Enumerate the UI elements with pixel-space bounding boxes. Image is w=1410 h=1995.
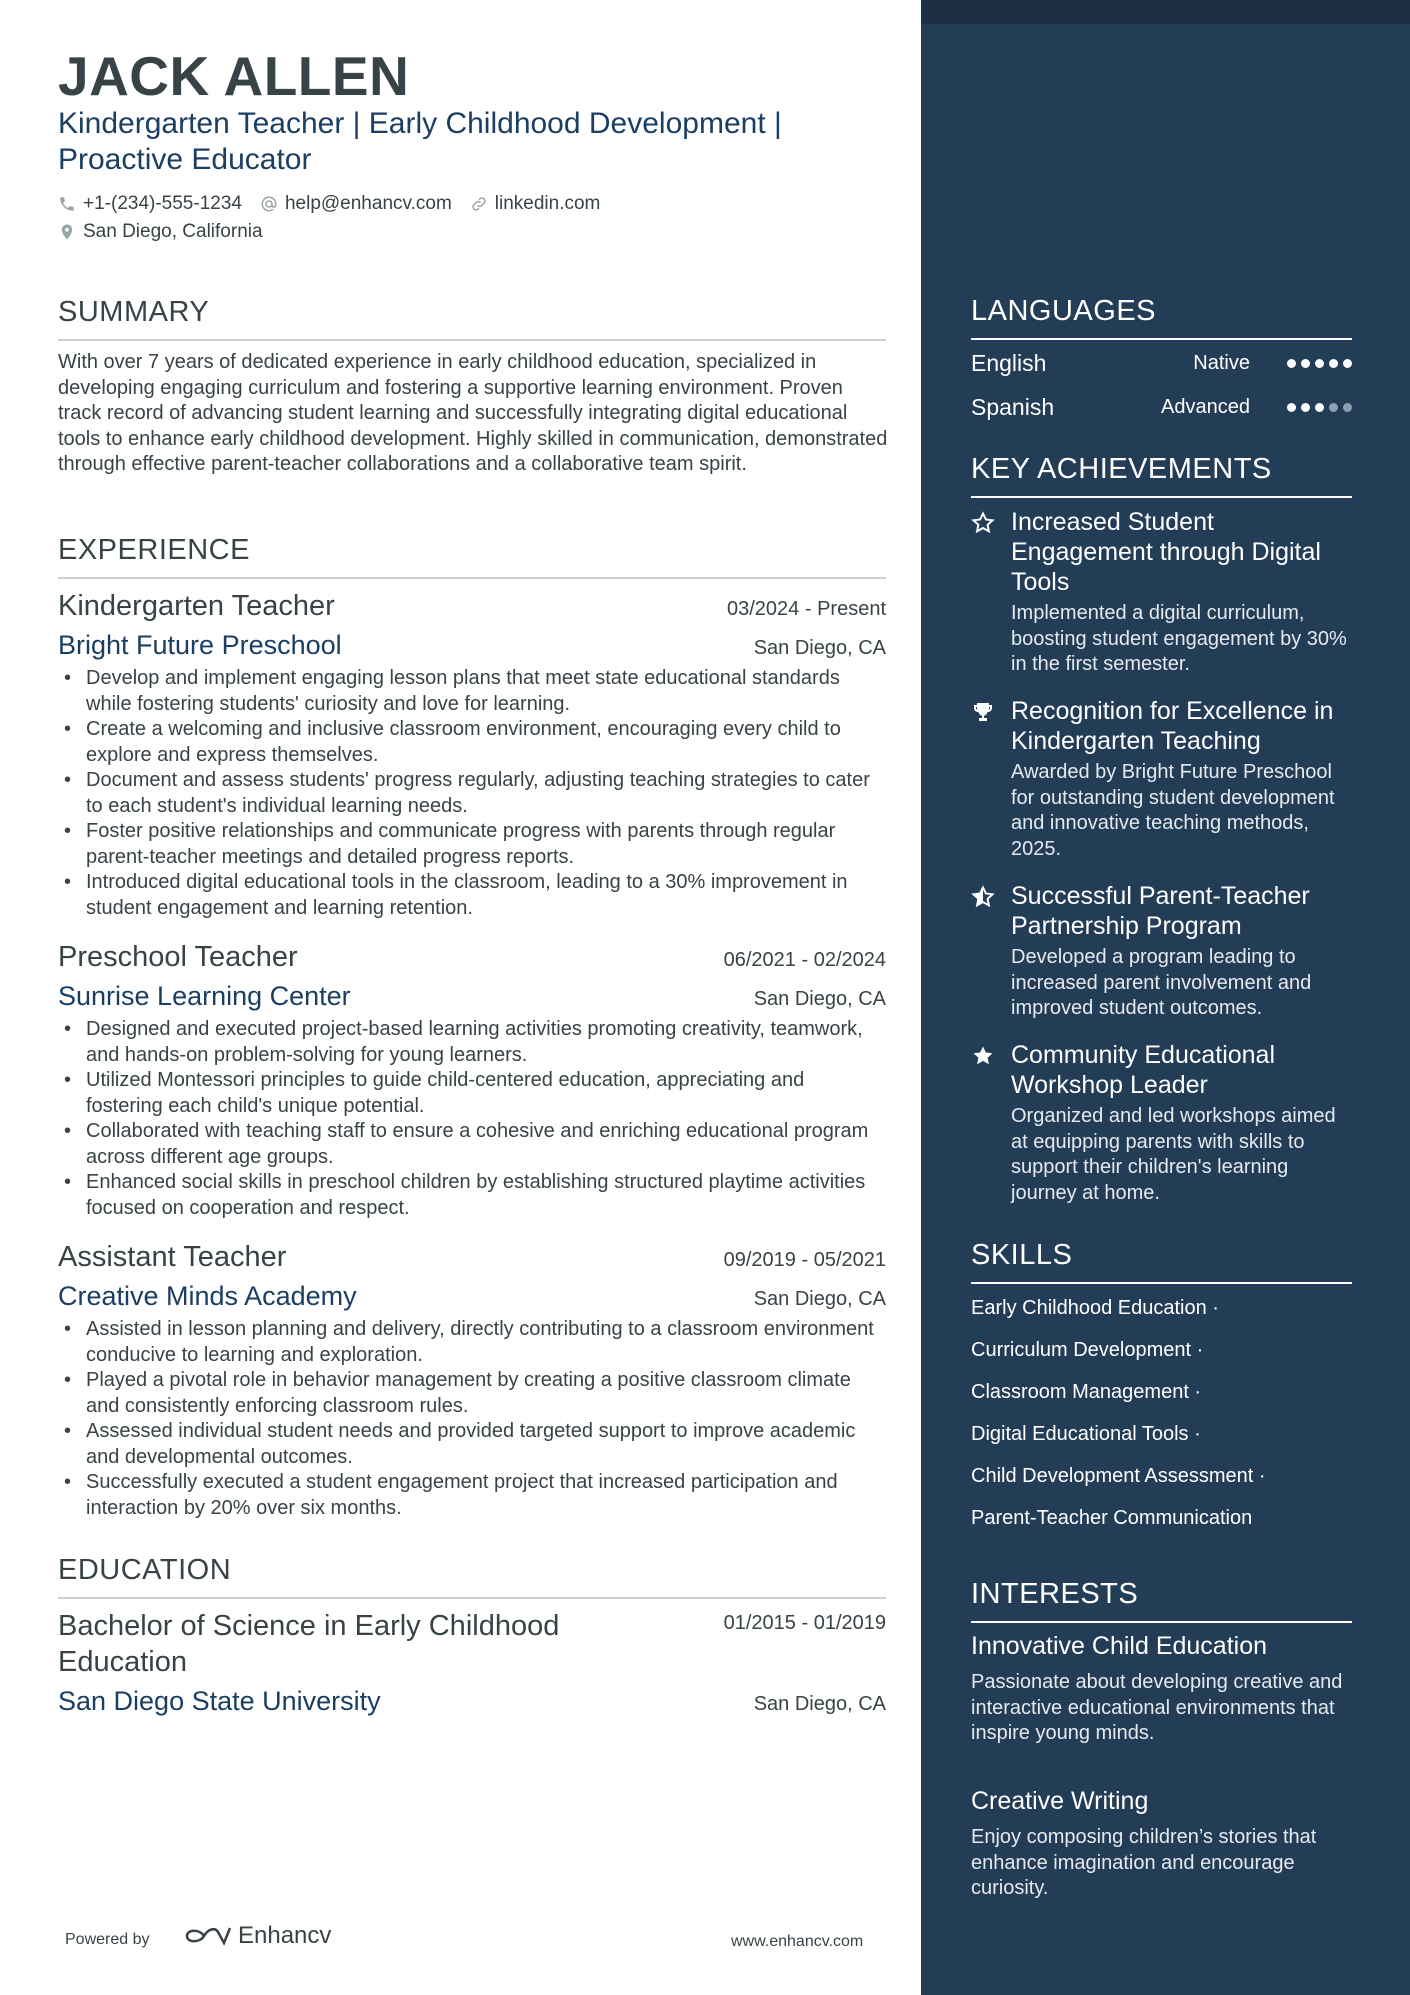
achievement-desc: Developed a program leading to increased parent involvement and improved student outcomes. xyxy=(1011,946,1312,1019)
location-text: San Diego, California xyxy=(83,221,263,242)
linkedin-text: linkedin.com xyxy=(494,193,601,214)
rating-dot xyxy=(1301,359,1310,368)
experience-heading: EXPERIENCE xyxy=(58,533,886,579)
job-bullet: • Create a welcoming and inclusive classroom environment, encouraging every child to explore and express themselves. xyxy=(58,717,886,768)
language-name: English xyxy=(971,350,1047,376)
language-row xyxy=(971,394,1352,421)
summary-text: With over 7 years of dedicated experience in early childhood education, specialized in developing engaging curriculum and fostering a supportive learning environment. Proven track record of advancing student learning and successfully integrating digital educational tools to enhance early childhood development. Highly skilled in communication, demonstrated through effective parent-teacher collaborations and a collaborative team spirit. xyxy=(58,351,888,475)
rating-dot xyxy=(1315,359,1324,368)
skill-item: Early Childhood Education · xyxy=(971,1297,1219,1319)
education-heading: EDUCATION xyxy=(58,1553,886,1599)
interests-heading: INTERESTS xyxy=(971,1577,1352,1623)
skill-item: Digital Educational Tools · xyxy=(971,1423,1201,1445)
job-bullet: • Played a pivotal role in behavior management by creating a positive classroom climate and consistently enforcing classroom rules. xyxy=(58,1368,886,1419)
job-entry xyxy=(58,939,886,1221)
job-role: Kindergarten Teacher xyxy=(58,590,335,622)
link-icon xyxy=(470,195,488,213)
job-bullet: • Develop and implement engaging lesson plans that meet state educational standards while fostering students' curiosity and love for learning. xyxy=(58,666,886,717)
job-role: Assistant Teacher xyxy=(58,1241,287,1273)
rating-dot xyxy=(1315,403,1324,412)
job-company: Creative Minds Academy xyxy=(58,1281,357,1311)
language-level: Native xyxy=(1193,352,1250,374)
achievement-title: Successful Parent-Teacher Partnership Program xyxy=(1011,882,1310,940)
achievement-desc: Awarded by Bright Future Preschool for outstanding student development and innovative teaching methods, 2025. xyxy=(1011,761,1335,860)
enhancv-logo-icon xyxy=(184,1923,232,1949)
skill-item: Child Development Assessment · xyxy=(971,1465,1266,1487)
skill-item: Curriculum Development · xyxy=(971,1339,1204,1361)
location-row xyxy=(58,221,281,243)
contact-phone[interactable] xyxy=(58,193,242,215)
skills-heading: SKILLS xyxy=(971,1238,1352,1284)
job-bullet: • Utilized Montessori principles to guide child-centered education, appreciating and fostering each child's unique potential. xyxy=(58,1068,886,1119)
job-bullet: • Introduced digital educational tools in the classroom, leading to a 30% improvement in student engagement and learning retention. xyxy=(58,870,886,921)
language-rating xyxy=(1282,359,1352,368)
interest-desc: Enjoy composing children’s stories that enhance imagination and encourage curiosity. xyxy=(971,1826,1317,1899)
languages-heading: LANGUAGES xyxy=(971,294,1352,340)
job-bullet: • Designed and executed project-based learning activities promoting creativity, teamwork, and hands-on problem-solving for young learners. xyxy=(58,1017,886,1068)
job-date: 06/2021 - 02/2024 xyxy=(723,949,886,971)
job-location: San Diego, CA xyxy=(753,637,886,659)
language-level: Advanced xyxy=(1161,396,1250,418)
job-bullet: • Foster positive relationships and communicate progress with parents through regular parent-teacher meetings and detailed progress reports. xyxy=(58,819,886,870)
job-bullet: • Assisted in lesson planning and delivery, directly contributing to a classroom environment conducive to learning and exploration. xyxy=(58,1317,886,1368)
rating-dot xyxy=(1329,403,1338,412)
education-entry xyxy=(58,1608,886,1718)
achievement-title: Community Educational Workshop Leader xyxy=(1011,1041,1276,1099)
achievement-desc: Implemented a digital curriculum, boosting student engagement by 30% in the first semester. xyxy=(1011,602,1347,675)
rating-dot xyxy=(1343,403,1352,412)
trophy-icon xyxy=(971,700,995,724)
interest-desc: Passionate about developing creative and interactive educational environments that inspire young minds. xyxy=(971,1671,1343,1744)
star-half-icon xyxy=(971,885,995,909)
job-role: Preschool Teacher xyxy=(58,941,298,973)
language-name: Spanish xyxy=(971,394,1055,420)
summary-heading: SUMMARY xyxy=(58,295,886,341)
candidate-name: JACK ALLEN xyxy=(58,45,410,107)
interest-title: Innovative Child Education xyxy=(971,1632,1268,1660)
sidebar-topbar xyxy=(921,0,1410,24)
skill-item: Classroom Management · xyxy=(971,1381,1202,1403)
job-company: Sunrise Learning Center xyxy=(58,981,351,1011)
rating-dot xyxy=(1301,403,1310,412)
achievement-title: Recognition for Excellence in Kindergarten Teaching xyxy=(1011,697,1334,755)
footer-brand: Enhancv xyxy=(238,1922,332,1949)
contact-linkedin[interactable] xyxy=(470,193,601,215)
achievement-desc: Organized and led workshops aimed at equipping parents with skills to support their children's learning journey at home. xyxy=(1011,1105,1336,1204)
job-bullets xyxy=(58,666,886,921)
job-bullet: • Document and assess students' progress regularly, adjusting teaching strategies to cater to each student's individual learning needs. xyxy=(58,768,886,819)
achievements-heading: KEY ACHIEVEMENTS xyxy=(971,452,1352,498)
location-pin-icon xyxy=(58,223,76,241)
achievement-item xyxy=(971,881,1356,1022)
star-filled-icon xyxy=(971,1044,995,1068)
job-date: 03/2024 - Present xyxy=(727,598,886,620)
footer-logo[interactable] xyxy=(184,1922,331,1950)
rating-dot xyxy=(1287,359,1296,368)
contact-row xyxy=(58,193,618,215)
footer-powered-by: Powered by xyxy=(65,1931,150,1948)
achievement-title: Increased Student Engagement through Digital Tools xyxy=(1011,508,1321,596)
footer-url[interactable]: www.enhancv.com xyxy=(731,1933,864,1950)
job-bullet: • Assessed individual student needs and provided targeted support to improve academic and developmental outcomes. xyxy=(58,1419,886,1470)
phone-icon xyxy=(58,195,76,213)
rating-dot xyxy=(1343,359,1352,368)
job-date: 09/2019 - 05/2021 xyxy=(723,1249,886,1271)
email-text: help@enhancv.com xyxy=(284,193,452,214)
job-bullet: • Collaborated with teaching staff to ensure a cohesive and enriching educational program across different age groups. xyxy=(58,1119,886,1170)
job-bullet: • Enhanced social skills in preschool children by establishing structured playtime activities focused on cooperation and respect. xyxy=(58,1170,886,1221)
job-bullets xyxy=(58,1317,886,1521)
school: San Diego State University xyxy=(58,1686,381,1716)
rating-dot xyxy=(1329,359,1338,368)
interest-title: Creative Writing xyxy=(971,1787,1149,1815)
contact-email[interactable] xyxy=(260,193,452,215)
achievement-item xyxy=(971,507,1356,678)
job-entry xyxy=(58,588,886,921)
achievement-item xyxy=(971,1040,1356,1206)
at-icon xyxy=(260,195,278,213)
job-location: San Diego, CA xyxy=(753,988,886,1010)
sidebar xyxy=(921,0,1410,1995)
job-location: San Diego, CA xyxy=(753,1288,886,1310)
contact-location xyxy=(58,221,263,243)
phone-text: +1-(234)-555-1234 xyxy=(83,193,242,214)
rating-dot xyxy=(1287,403,1296,412)
job-bullets xyxy=(58,1017,886,1221)
skill-item: Parent-Teacher Communication xyxy=(971,1507,1253,1529)
job-bullet: • Successfully executed a student engagement project that increased participation and interaction by 20% over six months. xyxy=(58,1470,886,1521)
language-row xyxy=(971,350,1352,377)
star-outline-icon xyxy=(971,511,995,535)
degree: Bachelor of Science in Early Childhood Education xyxy=(58,1610,560,1678)
achievement-item xyxy=(971,696,1356,862)
job-entry xyxy=(58,1239,886,1521)
candidate-title: Kindergarten Teacher | Early Childhood Development | Proactive Educator xyxy=(58,107,782,176)
education-date: 01/2015 - 01/2019 xyxy=(723,1612,886,1634)
job-company: Bright Future Preschool xyxy=(58,630,342,660)
language-rating xyxy=(1282,403,1352,412)
education-location: San Diego, CA xyxy=(753,1693,886,1715)
